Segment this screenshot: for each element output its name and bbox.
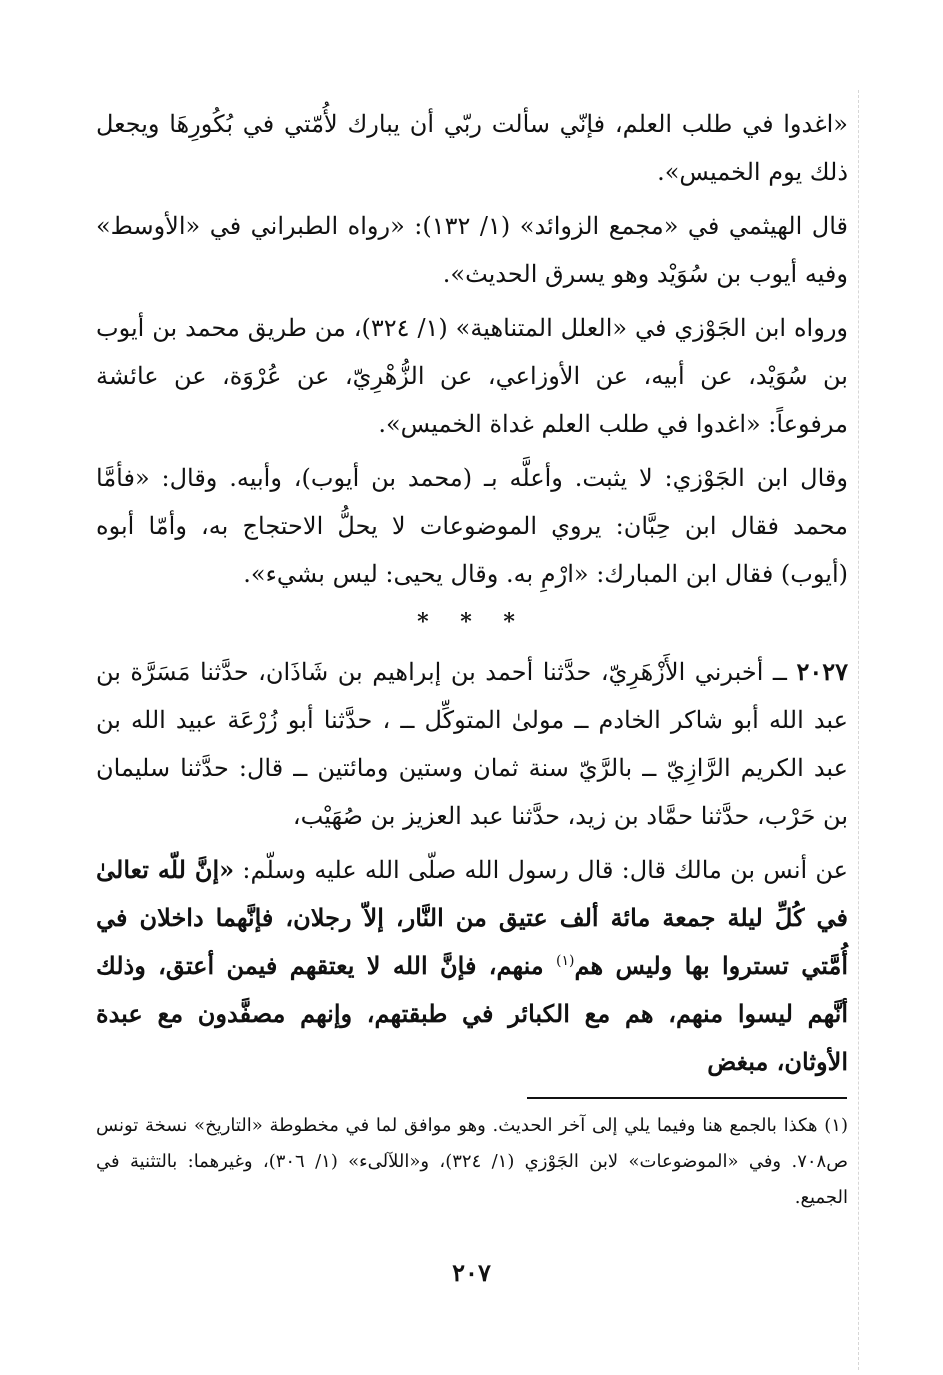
- hadith-number: ٢٠٢٧: [796, 657, 848, 686]
- page-number: ٢٠٧: [452, 1258, 491, 1287]
- page-body: [96, 100, 848, 1092]
- footnotes: [96, 1108, 848, 1216]
- paragraph-1: «اغدوا في طلب العلم، فإنّي سألت ربّي أن يبارك لأُمّتي في بُكُورِهَا ويجعل ذلك يوم الخميس».: [96, 110, 848, 186]
- footnote-1: (١) هكذا بالجمع هنا وفيما يلي إلى آخر الحديث. وهو موافق لما في مخطوطة «التاريخ» نسخة تونس ص٧٠٨. وفي «الموضوعات» لابن الجَوْزي (١/ ٣٢٤)، و«اللآلىء» (١/ ٣٠٦)، وغيرهما: بالتثنية في الجميع.: [96, 1115, 848, 1208]
- paragraph-2: قال الهيثمي في «مجمع الزوائد» (١/ ١٣٢): «رواه الطبراني في «الأوسط» وفيه أيوب بن سُوَيْد وهو يسرق الحديث».: [96, 212, 848, 288]
- margin-guide-dots: [858, 90, 861, 1370]
- hadith-isnad: [96, 648, 848, 840]
- footnote-reference[interactable]: (١): [556, 953, 575, 969]
- hadith-matn-part-2: منهم، فإنَّ الله لا يعتقهم فيمن أعتق، وذلك أنَّهم ليسوا منهم، هم مع الكبائر في طبقتهم، وإنهم مصفَّدون مع عبدة الأوثان، مبغض: [96, 951, 848, 1076]
- hadith-intro: عن أنس بن مالك قال: قال رسول الله صلّى الله عليه وسلّم:: [234, 856, 849, 884]
- hadith-matn-part-1: «إنَّ للّه تعالىٰ في كُلِّ ليلة جمعة مائة ألف عتيق من النَّار، إلاّ رجلان، فإنَّهما داخلان في أُمَّتي تستروا بها وليس هم: [96, 855, 848, 980]
- footnote-separator: [527, 1097, 847, 1099]
- section-separator: * * *: [417, 609, 527, 635]
- paragraph-3: ورواه ابن الجَوْزي في «العلل المتناهية» (١/ ٣٢٤)، من طريق محمد بن أيوب بن سُوَيْد، عن أبيه، عن الأوزاعي، عن الزُّهْرِيّ، عن عُرْوَة، عن عائشة مرفوعاً: «اغدوا في طلب العلم غداة الخميس».: [96, 314, 848, 438]
- hadith-isnad-text: ــ أخبرني الأَزْهَرِيّ، حدَّثنا أحمد بن إبراهيم بن شَاذَان، حدَّثنا مَسَرَّة بن عبد الله أبو شاكر الخادم ــ مولىٰ المتوكِّل ــ ، حدَّثنا أبو زُرْعَة عبيد الله بن عبد الكريم الرَّازِيّ ــ بالرَّيّ سنة ثمان وستين ومائتين ــ قال: حدَّثنا سليمان بن حَرْب، حدَّثنا حمَّاد بن زيد، حدَّثنا عبد العزيز بن صُهَيْب،: [96, 658, 848, 830]
- hadith-matn: [96, 846, 848, 1086]
- paragraph-4: وقال ابن الجَوْزي: لا يثبت. وأعلَّه بـ (محمد بن أيوب)، وأبيه. وقال: «فأمَّا محمد فقال ابن حِبَّان: يروي الموضوعات لا يحلُّ الاحتجاج به، وأمّا أبوه (أيوب) فقال ابن المبارك: «ارْمِ به. وقال يحيى: ليس بشيء».: [96, 464, 848, 588]
